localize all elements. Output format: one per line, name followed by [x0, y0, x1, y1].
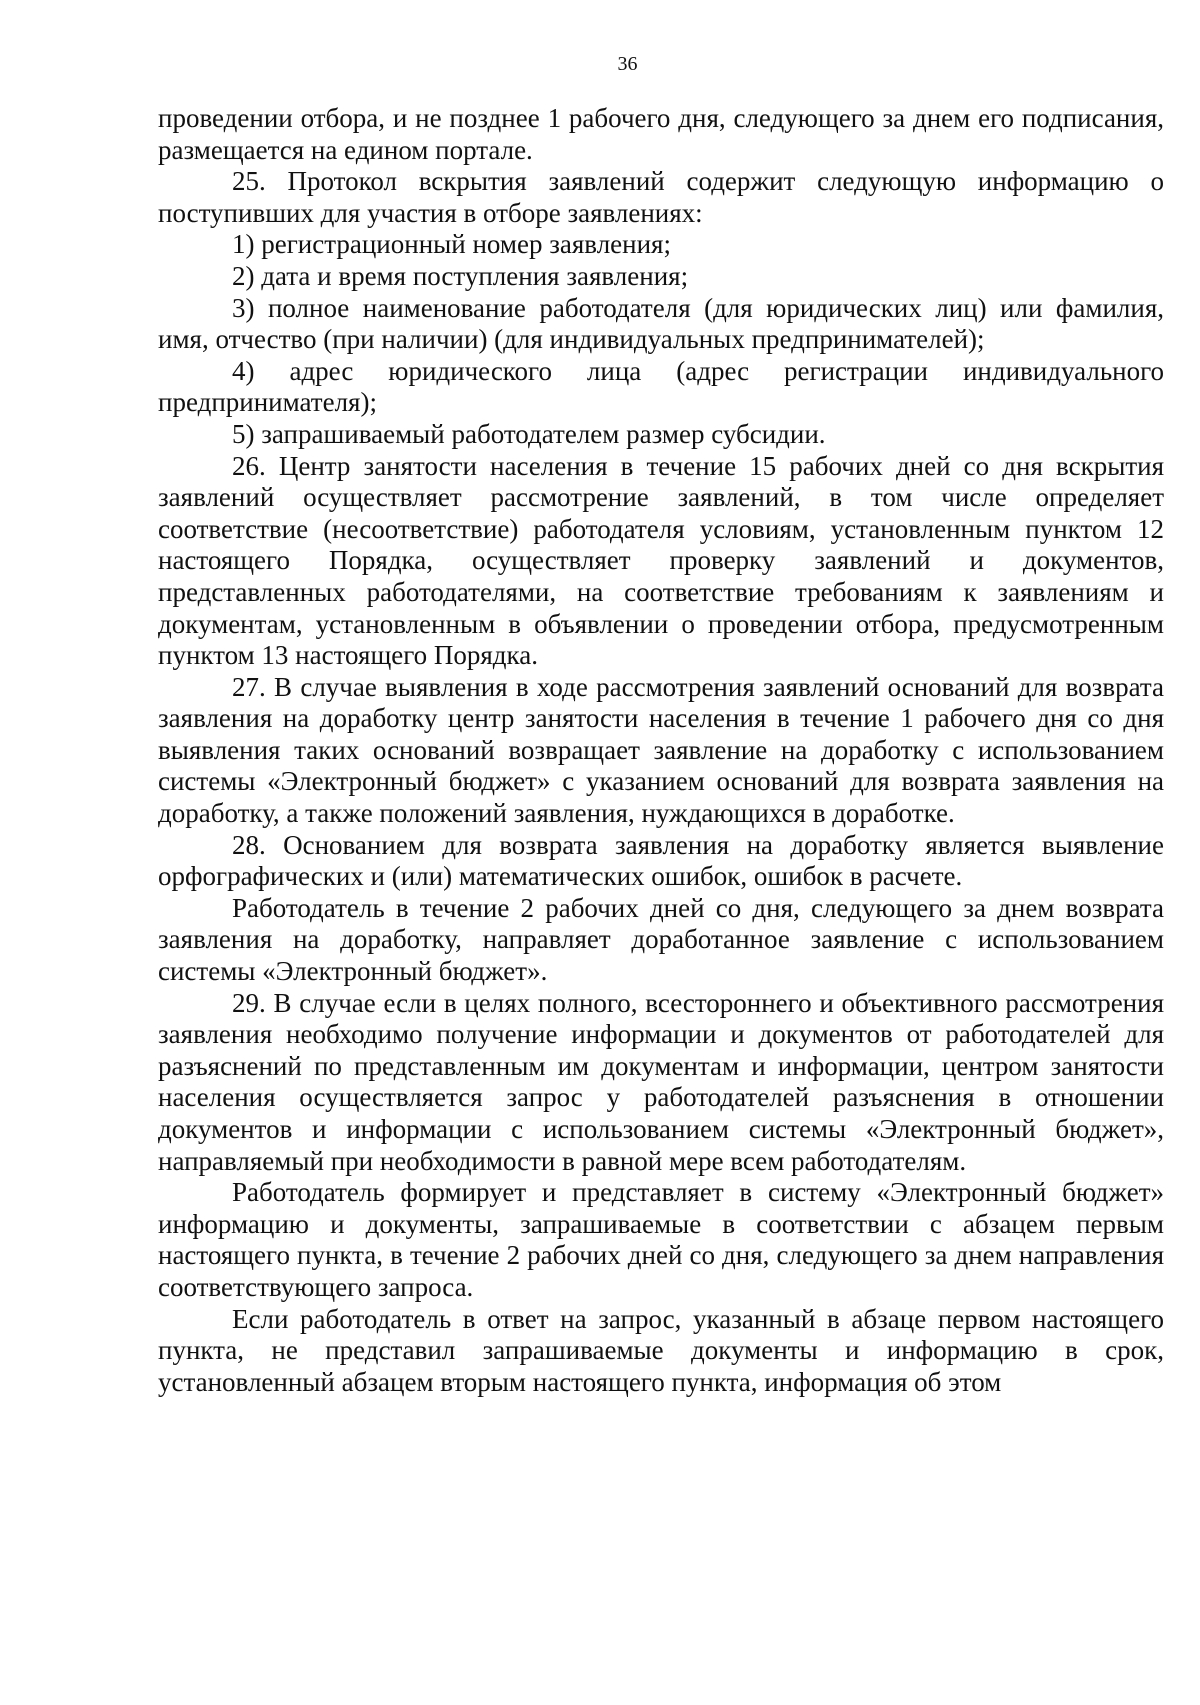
list-item-5: 5) запрашиваемый работодателем размер субсидии. [232, 418, 826, 449]
list-item-4: 4) адрес юридического лица (адрес регистрации индивидуального предпринимателя); [158, 355, 1164, 418]
list-item-3: 3) полное наименование работодателя (для юридических лиц) или фамилия, имя, отчество (при наличии) (для индивидуальных предпринимателей); [158, 292, 1164, 355]
document-body [158, 103, 1164, 1398]
paragraph-1: проведении отбора, и не позднее 1 рабочего дня, следующего за днем его подписания, размещается на едином портале. [158, 103, 1164, 165]
list-item-1: 1) регистрационный номер заявления; [232, 229, 671, 260]
paragraph-28-employer: Работодатель в течение 2 рабочих дней со дня, следующего за днем возврата заявления на доработку, направляет доработанное заявление с использованием системы «Электронный бюджет». [158, 892, 1164, 987]
paragraph-29: 29. В случае если в целях полного, всестороннего и объективного рассмотрения заявления необходимо получение информации и документов от работодателей для разъяснений по представленным им документам и информации, центром занятости населения осуществляется запрос у работодателей разъяснения в отношении документов и информации с использованием системы «Электронный бюджет», направляемый при необходимости в равной мере всем работодателям. [158, 987, 1164, 1176]
paragraph-27: 27. В случае выявления в ходе рассмотрения заявлений оснований для возврата заявления на доработку центр занятости населения в течение 1 рабочего дня со дня выявления таких оснований возвращает заявление на доработку с использованием системы «Электронный бюджет» с указанием оснований для возврата заявления на доработку, а также положений заявления, нуждающихся в доработке. [158, 671, 1164, 829]
paragraph-25: 25. Протокол вскрытия заявлений содержит следующую информацию о поступивших для участия в отборе заявлениях: [158, 166, 1164, 228]
paragraph-28: 28. Основанием для возврата заявления на доработку является выявление орфографических и (или) математических ошибок, ошибок в расчете. [158, 829, 1164, 892]
paragraph-29-employer: Работодатель формирует и представляет в систему «Электронный бюджет» информацию и документы, запрашиваемые в соответствии с абзацем первым настоящего пункта, в течение 2 рабочих дней со дня, следующего за днем направления соответствующего запроса. [158, 1177, 1164, 1302]
page-number: 36 [617, 53, 638, 75]
paragraph-29-if: Если работодатель в ответ на запрос, указанный в абзаце первом настоящего пункта, не представил запрашиваемые документы и информацию в срок, установленный абзацем вторым настоящего пункта, информация об этом [158, 1303, 1164, 1397]
list-item-2: 2) дата и время поступления заявления; [232, 260, 689, 291]
paragraph-26: 26. Центр занятости населения в течение 15 рабочих дней со дня вскрытия заявлений осуществляет рассмотрение заявлений, в том числе определяет соответствие (несоответствие) работодателя условиям, установленным пунктом 12 настоящего Порядка, осуществляет проверку заявлений и документов, представленных работодателями, на соответствие требованиям к заявлениям и документам, установленным в объявлении о проведении отбора, предусмотренным пунктом 13 настоящего Порядка. [158, 450, 1164, 671]
